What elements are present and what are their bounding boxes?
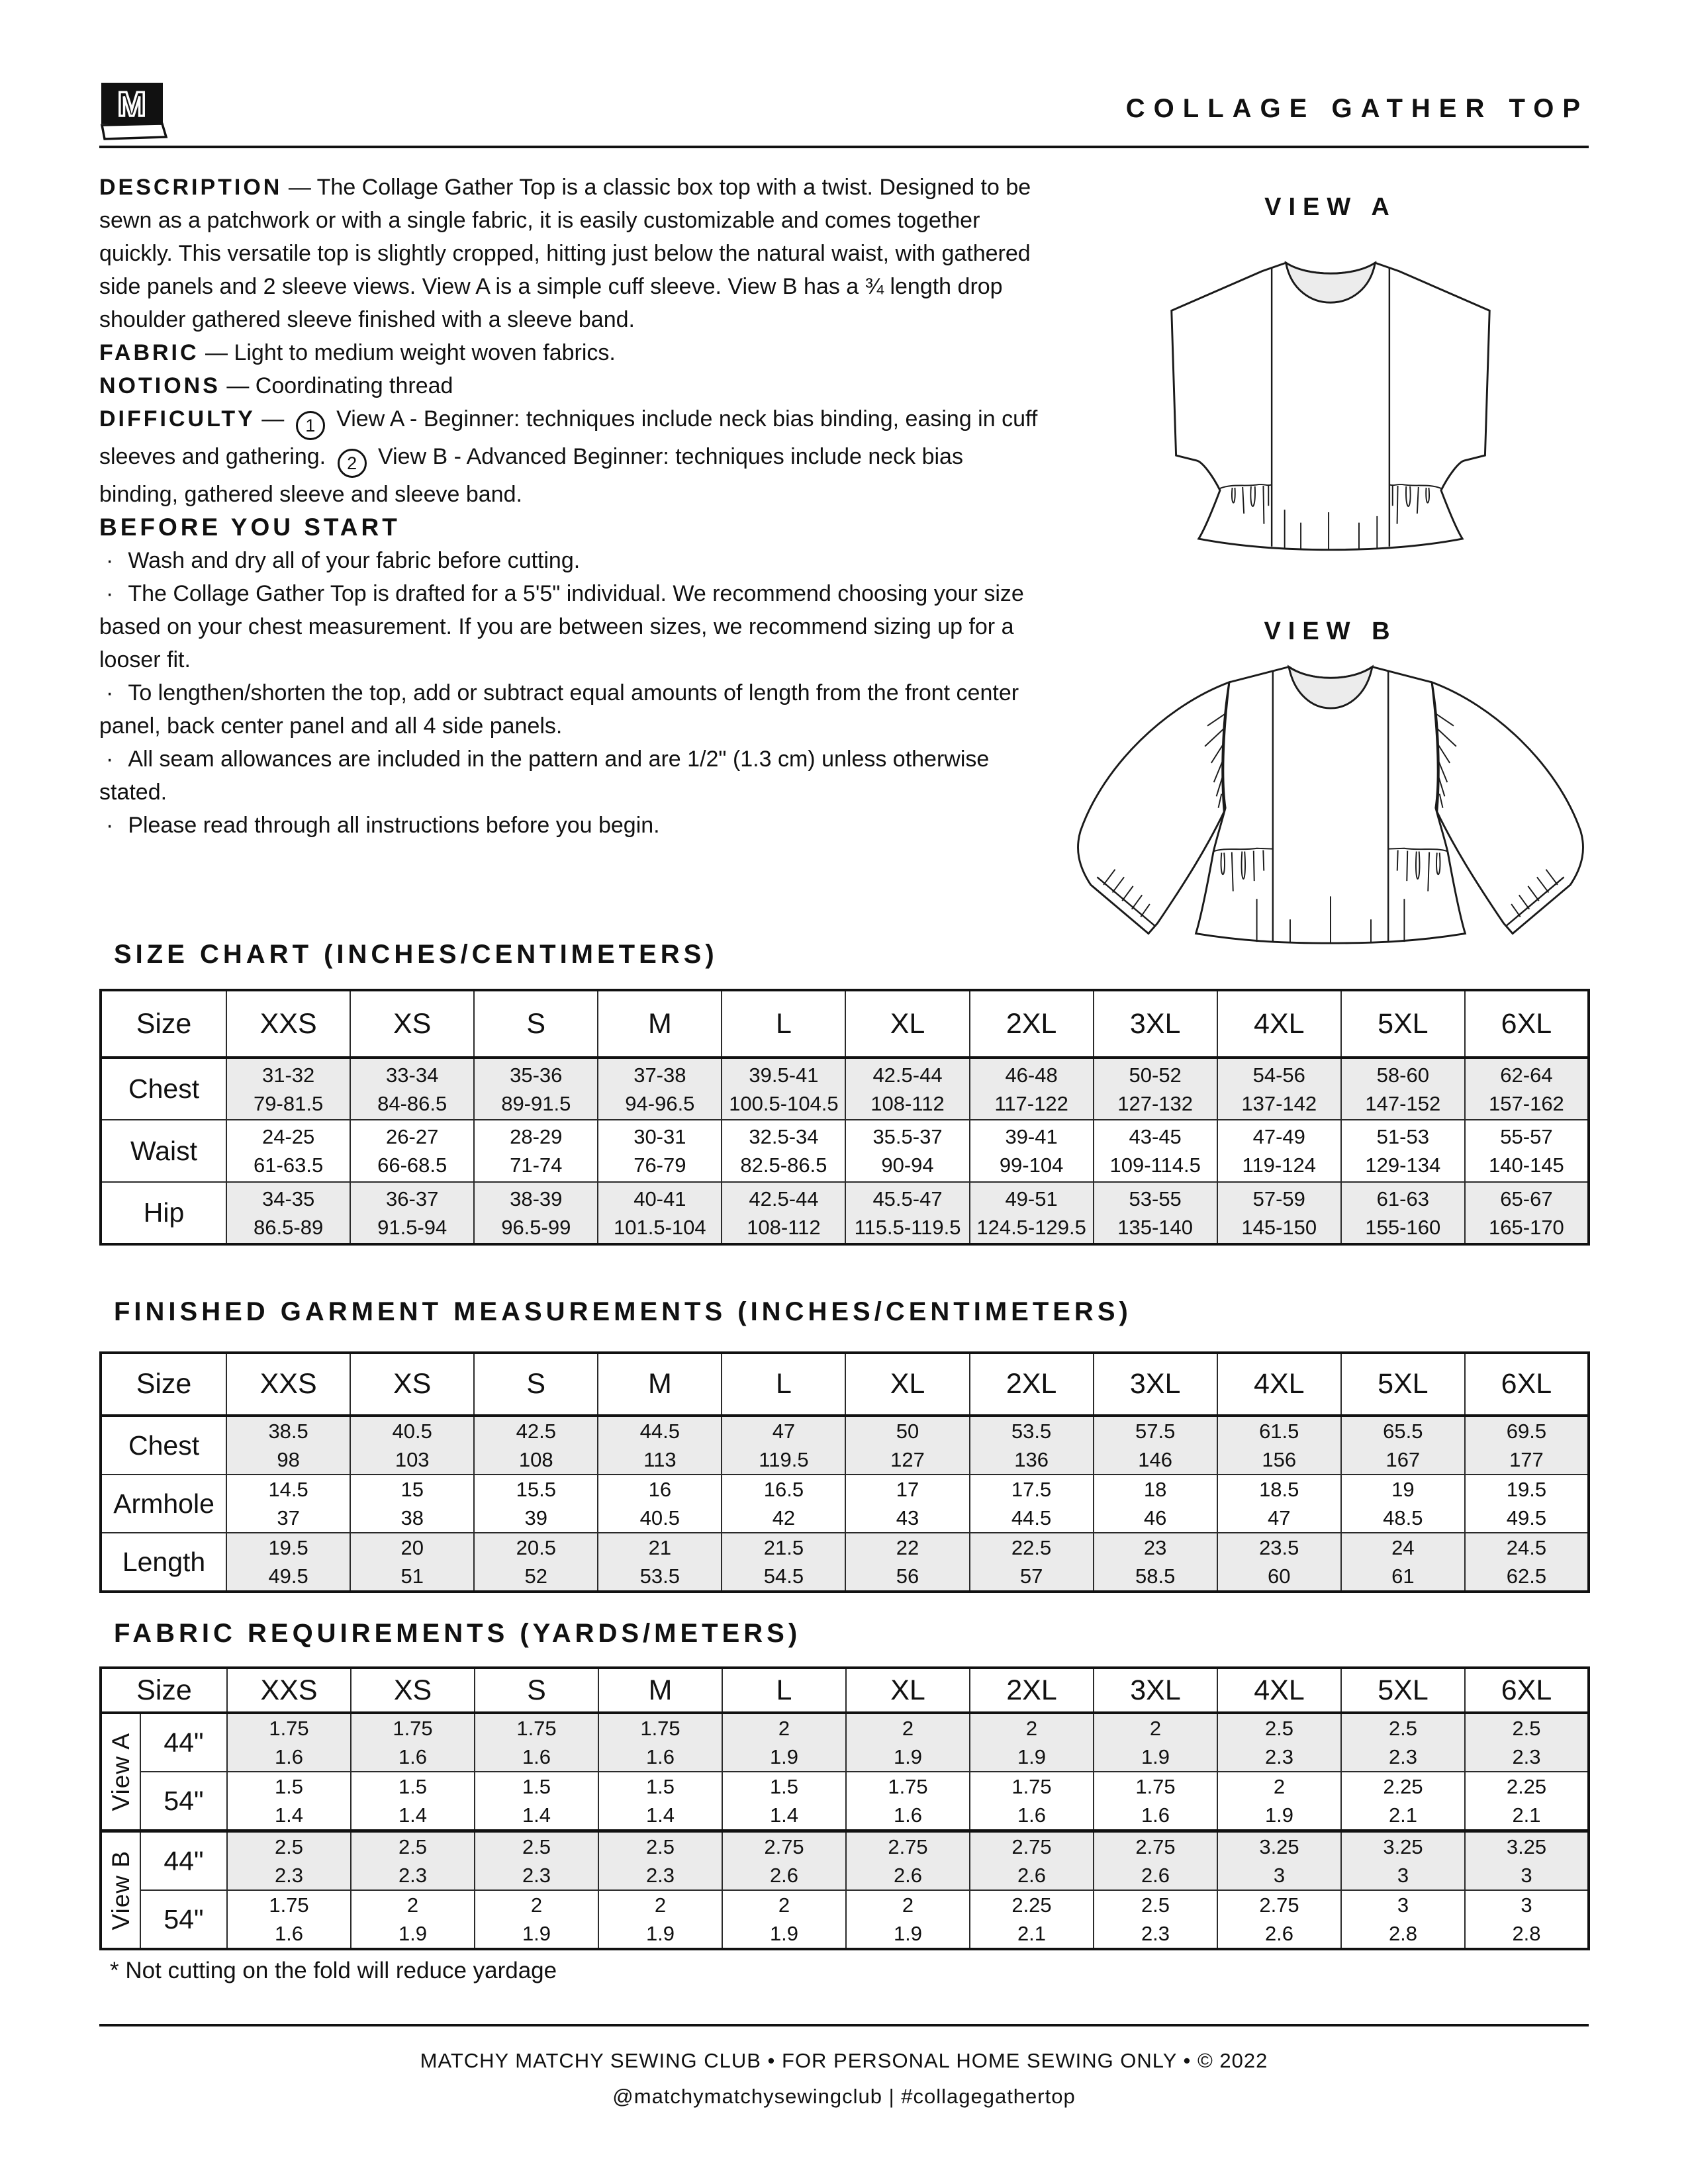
brand-logo	[99, 81, 168, 144]
column-header: 6XL	[1465, 990, 1589, 1058]
column-header: 3XL	[1094, 1353, 1217, 1416]
measurement-cell: 18.5 47	[1217, 1475, 1341, 1533]
measurement-cell: 2.75 2.6	[722, 1831, 846, 1891]
measurement-cell: 33-34 84-86.5	[350, 1058, 474, 1120]
table-row	[101, 1058, 1589, 1120]
measurement-cell: 3.25 3	[1217, 1831, 1341, 1891]
bullet-text: Please read through all instructions before you begin.	[128, 813, 660, 838]
bullet-marker: ·	[106, 680, 114, 705]
measurement-cell: 2.75 2.6	[1094, 1831, 1217, 1891]
footer-copyright: MATCHY MATCHY SEWING CLUB • FOR PERSONAL HOME SEWING ONLY • © 2022	[420, 2049, 1268, 2072]
bullet-marker: ·	[106, 813, 114, 838]
measurement-cell: 2.75 2.6	[1217, 1890, 1341, 1949]
table-row	[101, 1533, 1589, 1592]
measurement-cell: 20 51	[350, 1533, 474, 1592]
measurement-cell: 34-35 86.5-89	[226, 1182, 350, 1244]
footer-social: @matchymatchysewingclub | #collagegathertop	[612, 2085, 1076, 2108]
measurement-cell: 38.5 98	[226, 1416, 350, 1475]
column-header: XL	[845, 1353, 969, 1416]
sleeve-band-gathers	[1103, 870, 1150, 917]
intro-text	[99, 171, 1046, 842]
column-header: XXS	[226, 1353, 350, 1416]
measurement-cell: 35.5-37 90-94	[845, 1120, 969, 1182]
column-header: S	[474, 990, 598, 1058]
row-label: Hip	[101, 1182, 226, 1244]
size-corner-header: Size	[101, 990, 226, 1058]
bullet-marker: ·	[106, 747, 114, 772]
measurement-cell: 61-63 155-160	[1341, 1182, 1465, 1244]
measurement-cell: 3.25 3	[1341, 1831, 1465, 1891]
measurement-cell: 17.5 44.5	[970, 1475, 1094, 1533]
measurement-cell: 42.5 108	[474, 1416, 598, 1475]
measurement-cell: 2.5 2.3	[227, 1831, 351, 1891]
measurement-cell: 53.5 136	[970, 1416, 1094, 1475]
description-paragraph	[99, 171, 1046, 336]
notions-paragraph	[99, 369, 1046, 402]
waist-gathers	[1213, 848, 1273, 891]
row-label: Chest	[101, 1416, 226, 1475]
measurement-cell: 2.25 2.1	[1465, 1772, 1589, 1831]
column-header: 4XL	[1217, 1668, 1341, 1713]
measurement-cell: 15 38	[350, 1475, 474, 1533]
measurement-cell: 2.5 2.3	[1217, 1713, 1341, 1772]
description-label: DESCRIPTION	[99, 175, 283, 200]
measurement-cell: 69.5 177	[1465, 1416, 1589, 1475]
measurement-cell: 3.25 3	[1465, 1831, 1589, 1891]
size-chart-table	[99, 989, 1590, 1246]
bullet-text: To lengthen/shorten the top, add or subtract equal amounts of length from the front center panel, back center panel and all 4 side panels.	[99, 680, 1019, 739]
header-row	[101, 990, 1589, 1058]
bullet-text: All seam allowances are included in the pattern and are 1/2" (1.3 cm) unless otherwise stated.	[99, 747, 990, 805]
finished-measurements-table	[99, 1351, 1590, 1593]
measurement-cell: 2 1.9	[846, 1890, 970, 1949]
size-corner-header: Size	[101, 1353, 226, 1416]
measurement-cell: 16.5 42	[722, 1475, 845, 1533]
fabric-paragraph	[99, 336, 1046, 369]
views-column	[1033, 193, 1628, 945]
measurement-cell: 2.5 2.3	[475, 1831, 598, 1891]
measurement-cell: 39.5-41 100.5-104.5	[722, 1058, 845, 1120]
column-header: M	[598, 1353, 722, 1416]
measurement-cell: 49-51 124.5-129.5	[970, 1182, 1094, 1244]
measurement-cell: 58-60 147-152	[1341, 1058, 1465, 1120]
measurement-cell: 38-39 96.5-99	[474, 1182, 598, 1244]
column-header: 4XL	[1217, 990, 1341, 1058]
measurement-cell: 39-41 99-104	[970, 1120, 1094, 1182]
column-header: 2XL	[970, 1353, 1094, 1416]
measurement-cell: 2 1.9	[351, 1890, 475, 1949]
measurement-cell: 40.5 103	[350, 1416, 474, 1475]
measurement-cell: 21.5 54.5	[722, 1533, 845, 1592]
table-row	[101, 1713, 1589, 1772]
size-chart-title: SIZE CHART (INCHES/CENTIMETERS)	[114, 940, 718, 969]
measurement-cell: 2 1.9	[598, 1890, 722, 1949]
bullet-text: Wash and dry all of your fabric before cutting.	[128, 548, 581, 573]
measurement-cell: 42.5-44 108-112	[722, 1182, 845, 1244]
measurement-cell: 55-57 140-145	[1465, 1120, 1589, 1182]
measurement-cell: 20.5 52	[474, 1533, 598, 1592]
measurement-cell: 36-37 91.5-94	[350, 1182, 474, 1244]
measurement-cell: 1.5 1.4	[227, 1772, 351, 1831]
measurement-cell: 2 1.9	[722, 1713, 846, 1772]
difficulty-label: DIFFICULTY	[99, 406, 256, 432]
column-header: XS	[350, 1353, 474, 1416]
view-a-label: VIEW A	[1264, 193, 1397, 221]
column-header: S	[475, 1668, 598, 1713]
column-header: 6XL	[1465, 1668, 1589, 1713]
measurement-cell: 19.5 49.5	[226, 1533, 350, 1592]
measurement-cell: 2 1.9	[846, 1713, 970, 1772]
table-row	[101, 1475, 1589, 1533]
measurement-cell: 65.5 167	[1341, 1416, 1465, 1475]
measurement-cell: 17 43	[845, 1475, 969, 1533]
measurement-cell: 2.75 2.6	[970, 1831, 1094, 1891]
column-header: XXS	[226, 990, 350, 1058]
column-header: 3XL	[1094, 1668, 1217, 1713]
view-group-label: View A	[101, 1713, 140, 1831]
measurement-cell: 1.5 1.4	[598, 1772, 722, 1831]
header-row	[101, 1668, 1589, 1713]
column-header: M	[598, 1668, 722, 1713]
column-header: 3XL	[1094, 990, 1217, 1058]
list-item	[99, 743, 1046, 809]
column-header: XL	[846, 1668, 970, 1713]
difficulty-2-text: View B - Advanced Beginner: techniques include neck bias binding, gathered sleeve and sleeve band.	[99, 444, 963, 507]
view-group-label: View B	[101, 1831, 140, 1950]
difficulty-dash: —	[261, 406, 285, 432]
fabric-requirements-title: FABRIC REQUIREMENTS (YARDS/METERS)	[114, 1619, 802, 1648]
difficulty-2-badge: 2	[338, 449, 367, 478]
notions-label: NOTIONS	[99, 373, 220, 398]
width-label: 54"	[140, 1890, 227, 1949]
row-label: Length	[101, 1533, 226, 1592]
list-item	[99, 676, 1046, 743]
list-item	[99, 577, 1046, 676]
measurement-cell: 32.5-34 82.5-86.5	[722, 1120, 845, 1182]
measurement-cell: 19.5 49.5	[1465, 1475, 1589, 1533]
measurement-cell: 44.5 113	[598, 1416, 722, 1475]
measurement-cell: 2.5 2.3	[1094, 1890, 1217, 1949]
width-label: 44"	[140, 1831, 227, 1891]
width-label: 54"	[140, 1772, 227, 1831]
measurement-cell: 16 40.5	[598, 1475, 722, 1533]
measurement-cell: 1.5 1.4	[722, 1772, 846, 1831]
column-header: XS	[350, 990, 474, 1058]
table-row	[101, 1182, 1589, 1244]
column-header: 2XL	[970, 990, 1094, 1058]
column-header: XL	[845, 990, 969, 1058]
measurement-cell: 46-48 117-122	[970, 1058, 1094, 1120]
measurement-cell: 31-32 79-81.5	[226, 1058, 350, 1120]
view-a-hem-marks	[1285, 510, 1378, 550]
measurement-cell: 2.25 2.1	[1341, 1772, 1465, 1831]
measurement-cell: 2 1.9	[1217, 1772, 1341, 1831]
difficulty-1-badge: 1	[296, 411, 325, 440]
column-header: L	[722, 1353, 845, 1416]
measurement-cell: 57-59 145-150	[1217, 1182, 1341, 1244]
bullet-marker: ·	[106, 548, 114, 573]
measurement-cell: 53-55 135-140	[1094, 1182, 1217, 1244]
view-a-gather-marks	[1220, 484, 1272, 524]
before-you-start-heading: BEFORE YOU START	[99, 514, 400, 541]
measurement-cell: 1.75 1.6	[846, 1772, 970, 1831]
measurement-cell: 1.75 1.6	[227, 1713, 351, 1772]
measurement-cell: 45.5-47 115.5-119.5	[845, 1182, 969, 1244]
view-b-label: VIEW B	[1264, 617, 1397, 645]
view-b-left-sleeve	[1078, 682, 1273, 934]
measurement-cell: 2.25 2.1	[970, 1890, 1094, 1949]
fabric-requirements-table	[99, 1666, 1590, 1950]
row-label: Armhole	[101, 1475, 226, 1533]
measurement-cell: 18 46	[1094, 1475, 1217, 1533]
measurement-cell: 23 58.5	[1094, 1533, 1217, 1592]
column-header: M	[598, 990, 722, 1058]
table-row	[101, 1831, 1589, 1891]
measurement-cell: 1.75 1.6	[227, 1890, 351, 1949]
measurement-cell: 30-31 76-79	[598, 1120, 722, 1182]
bullet-text: The Collage Gather Top is drafted for a 5'5" individual. We recommend choosing your size based on your chest measurement. If you are between sizes, we recommend sizing up for a looser fit.	[99, 581, 1024, 672]
size-corner-header: Size	[101, 1668, 227, 1713]
view-a-body-outline	[1172, 263, 1489, 550]
width-label: 44"	[140, 1713, 227, 1772]
list-item	[99, 809, 1046, 842]
finished-measurements-title: FINISHED GARMENT MEASUREMENTS (INCHES/CENTIMETERS)	[114, 1297, 1132, 1326]
measurement-cell: 57.5 146	[1094, 1416, 1217, 1475]
view-b-illustration	[1053, 659, 1609, 945]
fabric-label: FABRIC	[99, 340, 199, 365]
column-header: 5XL	[1341, 1353, 1465, 1416]
description-text: — The Collage Gather Top is a classic box top with a twist. Designed to be sewn as a patchwork or with a single fabric, it is easily customizable and comes together quickly. This versatile top is slightly cropped, hitting just below the natural waist, with gathered side panels and 2 sleeve views. View A is a simple cuff sleeve. View B has a ¾ length drop shoulder gathered sleeve finished with a sleeve band.	[99, 175, 1031, 332]
yardage-footnote: * Not cutting on the fold will reduce yardage	[110, 1958, 557, 1983]
measurement-cell: 26-27 66-68.5	[350, 1120, 474, 1182]
fabric-text: — Light to medium weight woven fabrics.	[205, 340, 616, 365]
measurement-cell: 19 48.5	[1341, 1475, 1465, 1533]
measurement-cell: 43-45 109-114.5	[1094, 1120, 1217, 1182]
bullet-marker: ·	[106, 581, 114, 606]
measurement-cell: 2 1.9	[722, 1890, 846, 1949]
column-header: 6XL	[1465, 1353, 1589, 1416]
view-b-neckline	[1289, 667, 1372, 708]
difficulty-1-text: View A - Beginner: techniques include neck bias binding, easing in cuff sleeves and gathering.	[99, 406, 1038, 469]
column-header: XS	[351, 1668, 475, 1713]
measurement-cell: 40-41 101.5-104	[598, 1182, 722, 1244]
measurement-cell: 3 2.8	[1341, 1890, 1465, 1949]
view-a-illustration	[1165, 253, 1496, 553]
measurement-cell: 65-67 165-170	[1465, 1182, 1589, 1244]
measurement-cell: 2.5 2.3	[351, 1831, 475, 1891]
table-row	[101, 1772, 1589, 1831]
column-header: XXS	[227, 1668, 351, 1713]
sleeve-band-seam	[1097, 877, 1154, 926]
measurement-cell: 28-29 71-74	[474, 1120, 598, 1182]
measurement-cell: 24 61	[1341, 1533, 1465, 1592]
measurement-cell: 21 53.5	[598, 1533, 722, 1592]
table-row	[101, 1890, 1589, 1949]
measurement-cell: 1.75 1.6	[1094, 1772, 1217, 1831]
column-header: S	[474, 1353, 598, 1416]
measurement-cell: 2 1.9	[970, 1713, 1094, 1772]
measurement-cell: 50 127	[845, 1416, 969, 1475]
column-header: 2XL	[970, 1668, 1094, 1713]
measurement-cell: 50-52 127-132	[1094, 1058, 1217, 1120]
measurement-cell: 23.5 60	[1217, 1533, 1341, 1592]
row-label: Waist	[101, 1120, 226, 1182]
measurement-cell: 1.75 1.6	[598, 1713, 722, 1772]
measurement-cell: 37-38 94-96.5	[598, 1058, 722, 1120]
column-header: L	[722, 990, 845, 1058]
measurement-cell: 61.5 156	[1217, 1416, 1341, 1475]
notions-text: — Coordinating thread	[226, 373, 453, 398]
measurement-cell: 3 2.8	[1465, 1890, 1589, 1949]
measurement-cell: 54-56 137-142	[1217, 1058, 1341, 1120]
header-divider	[99, 146, 1589, 148]
measurement-cell: 2 1.9	[475, 1890, 598, 1949]
measurement-cell: 1.75 1.6	[475, 1713, 598, 1772]
measurement-cell: 24.5 62.5	[1465, 1533, 1589, 1592]
measurement-cell: 2.75 2.6	[846, 1831, 970, 1891]
measurement-cell: 47-49 119-124	[1217, 1120, 1341, 1182]
list-item	[99, 544, 1046, 577]
measurement-cell: 51-53 129-134	[1341, 1120, 1465, 1182]
measurement-cell: 35-36 89-91.5	[474, 1058, 598, 1120]
measurement-cell: 42.5-44 108-112	[845, 1058, 969, 1120]
page-title: COLLAGE GATHER TOP	[1125, 94, 1589, 123]
footer-divider	[99, 2024, 1589, 2026]
measurement-cell: 15.5 39	[474, 1475, 598, 1533]
measurement-cell: 24-25 61-63.5	[226, 1120, 350, 1182]
view-a-neckline	[1286, 263, 1376, 302]
table-row	[101, 1120, 1589, 1182]
table-row	[101, 1416, 1589, 1475]
column-header: 4XL	[1217, 1353, 1341, 1416]
measurement-cell: 14.5 37	[226, 1475, 350, 1533]
measurement-cell: 1.75 1.6	[970, 1772, 1094, 1831]
column-header: L	[722, 1668, 846, 1713]
view-b-hem-marks	[1257, 896, 1405, 943]
measurement-cell: 2 1.9	[1094, 1713, 1217, 1772]
measurement-cell: 2.5 2.3	[1465, 1713, 1589, 1772]
column-header: 5XL	[1341, 990, 1465, 1058]
measurement-cell: 22.5 57	[970, 1533, 1094, 1592]
measurement-cell: 47 119.5	[722, 1416, 845, 1475]
measurement-cell: 2.5 2.3	[1341, 1713, 1465, 1772]
header-row	[101, 1353, 1589, 1416]
difficulty-paragraph	[99, 402, 1046, 511]
measurement-cell: 22 56	[845, 1533, 969, 1592]
measurement-cell: 1.75 1.6	[351, 1713, 475, 1772]
logo-letter: M	[117, 85, 146, 124]
measurement-cell: 62-64 157-162	[1465, 1058, 1589, 1120]
brand-logo-icon	[99, 81, 168, 140]
column-header: 5XL	[1341, 1668, 1465, 1713]
before-you-start-list	[99, 544, 1046, 842]
measurement-cell: 2.5 2.3	[598, 1831, 722, 1891]
row-label: Chest	[101, 1058, 226, 1120]
measurement-cell: 1.5 1.4	[351, 1772, 475, 1831]
measurement-cell: 1.5 1.4	[475, 1772, 598, 1831]
